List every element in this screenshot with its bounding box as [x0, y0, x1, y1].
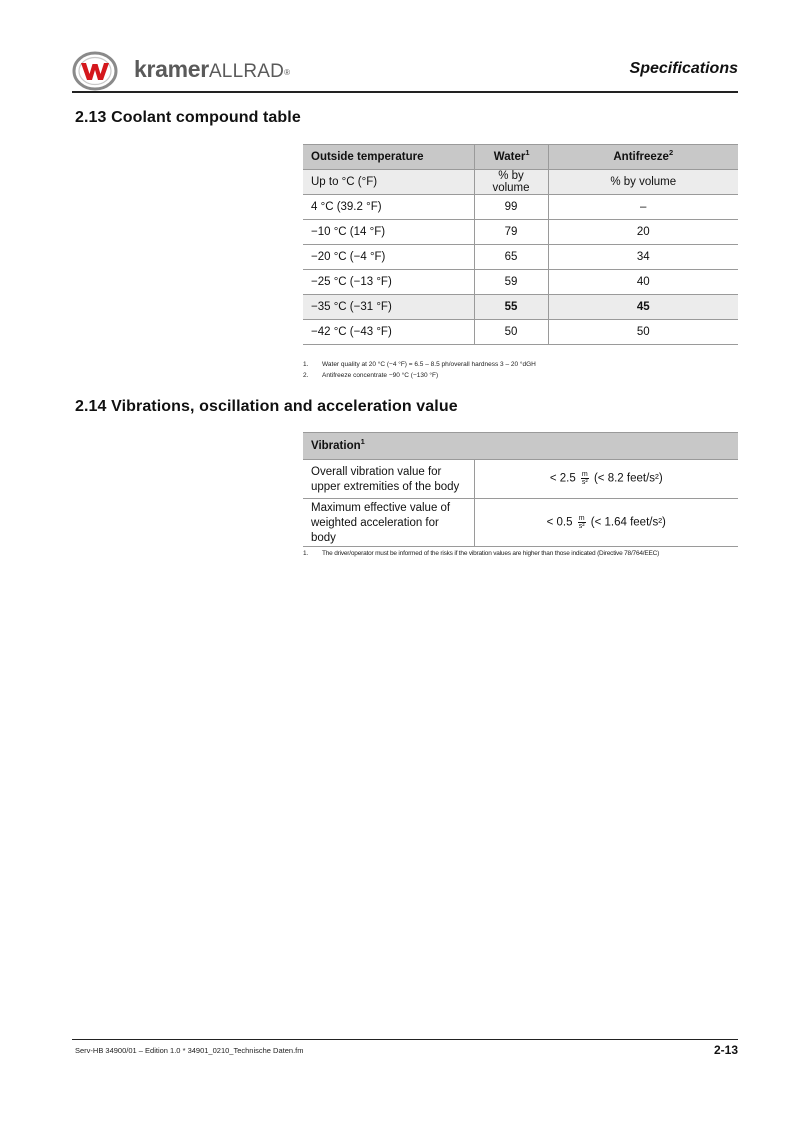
table-row: [303, 270, 738, 295]
table-cell: 4 °C (39.2 °F): [303, 195, 474, 220]
table-cell: % by volume: [474, 170, 548, 195]
column-header-antifreeze: Antifreeze$^2$: [548, 145, 738, 170]
footnote-antifreeze: 2. Antifreeze concentrate −90 °C (−130 °F): [303, 372, 439, 379]
page-header: [72, 48, 738, 92]
section-heading-coolant: 2.13 Coolant compound table: [75, 109, 301, 126]
table-cell: 45: [548, 295, 738, 320]
table-cell: 79: [474, 220, 548, 245]
table-header-row: [303, 145, 738, 170]
table-cell: 40: [548, 270, 738, 295]
table-cell: 34: [548, 245, 738, 270]
table-cell: 55: [474, 295, 548, 320]
table-row: [303, 245, 738, 270]
table-row: [303, 170, 738, 195]
footer-divider: [72, 1039, 738, 1040]
section-heading-vibrations: 2.14 Vibrations, oscillation and acceleration value: [75, 398, 458, 415]
table-header-row: [303, 433, 738, 460]
table-cell: −10 °C (14 °F): [303, 220, 474, 245]
kramer-logo-icon: [72, 51, 118, 91]
column-header-outside-temperature: Outside temperature: [303, 145, 474, 170]
coolant-compound-table: [303, 144, 738, 345]
table-row: [303, 320, 738, 345]
table-cell: −35 °C (−31 °F): [303, 295, 474, 320]
table-cell-value: < 0.5 $\frac{m}{\text{s²}}$ (< 1.64 feet/s²): [474, 499, 738, 547]
page-number: 2-13: [713, 1043, 738, 1057]
table-cell: 20: [548, 220, 738, 245]
table-row-highlighted: [303, 295, 738, 320]
table-row: [303, 220, 738, 245]
column-header-water: Water$^1$: [474, 145, 548, 170]
brand-light: ALLRAD: [208, 61, 285, 82]
table-cell: −42 °C (−43 °F): [303, 320, 474, 345]
table-row: [303, 195, 738, 220]
table-cell: 50: [474, 320, 548, 345]
table-cell-label: Maximum effective value of weighted acceleration for body: [303, 499, 474, 547]
table-cell-label: Overall vibration value for upper extremities of the body: [303, 460, 474, 499]
table-cell-value: < 2.5 $\frac{m}{\text{s²}}$ (< 8.2 feet/s²): [474, 460, 738, 499]
table-cell: % by volume: [548, 170, 738, 195]
brand-bold: kramer: [134, 56, 209, 82]
column-header-vibration: Vibration$^1$: [303, 433, 738, 460]
header-divider: [72, 91, 738, 93]
brand-registered-mark: ®: [284, 68, 290, 77]
table-cell: 50: [548, 320, 738, 345]
footnote-vibration: 1. The driver/operator must be informed of the risks if the vibration values are higher than those indicated (Directive 78/764/EEC): [303, 550, 660, 557]
table-cell: 59: [474, 270, 548, 295]
unit-fraction: $\frac{m}{\text{s²}}$: [578, 514, 585, 530]
footer-document-reference: Serv-HB 34900/01 – Edition 1.0 * 34901_0210_Technische Daten.fm: [75, 1046, 304, 1055]
vibration-table: [303, 432, 738, 547]
header-title: Specifications: [629, 60, 738, 77]
table-cell: 99: [474, 195, 548, 220]
footnote-water: 1. Water quality at 20 °C (−4 °F) = 6.5 – 8.5 ph/overall hardness 3 – 20 °dGH: [303, 361, 536, 368]
table-cell: –: [548, 195, 738, 220]
unit-fraction: $\frac{m}{\text{s²}}$: [581, 471, 588, 487]
table-row: [303, 460, 738, 499]
table-cell: −20 °C (−4 °F): [303, 245, 474, 270]
table-cell: Up to °C (°F): [303, 170, 474, 195]
table-cell: −25 °C (−13 °F): [303, 270, 474, 295]
brand-name: [134, 56, 290, 83]
table-cell: 65: [474, 245, 548, 270]
table-row: [303, 499, 738, 547]
